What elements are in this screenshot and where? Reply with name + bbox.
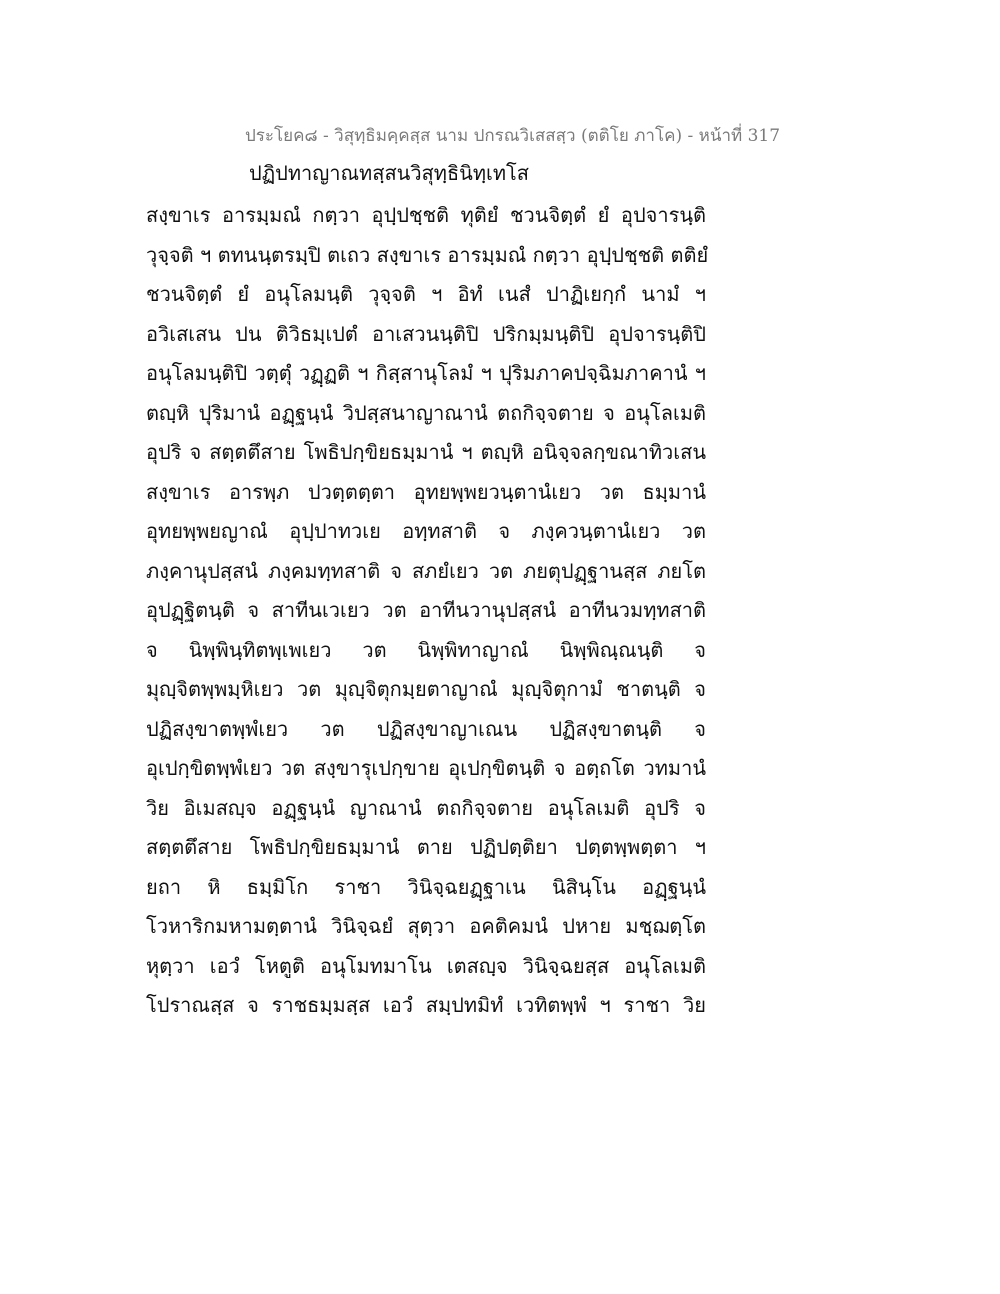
text-line: วิย อิเมสญฺจ อฏฺฐนฺนํ ญาณานํ ตถกิจฺจตาย อนุโลเมติ อุปริ จ xyxy=(146,795,706,820)
text-line: โวหาริกมหามตฺตานํ วินิจฺฉยํ สุตฺวา อคติคมนํ ปหาย มชฺฌตฺโต xyxy=(146,914,706,938)
text-line: มุญฺจิตพฺพมฺหิเยว วต มุญฺจิตุกมฺยตาญาณํ มุญฺจิตุกามํ ชาตนฺติ จ xyxy=(146,677,706,701)
text-line: อุปฏฺฐิตนฺติ จ สาทีนเวเยว วต อาทีนวานุปสฺสนํ อาทีนวมทฺทสาติ xyxy=(146,598,706,622)
text-line: สตฺตตึสาย โพธิปกฺขิยธมฺมานํ ตาย ปฏิปตฺติยา ปตฺตพฺพตฺตา ฯ xyxy=(146,835,706,859)
text-line: ชวนจิตฺตํ ยํ อนุโลมนฺติ วุจฺจติ ฯ อิทํ เนสํ ปาฏิเยกฺกํ นามํ ฯ xyxy=(146,282,706,306)
text-line: จ นิพฺพินฺทิตพฺเพเยว วต นิพฺพิทาญาณํ นิพฺพิณฺณนฺติ จ xyxy=(146,637,706,662)
body-text xyxy=(146,196,709,1026)
text-line: วุจฺจติ ฯ ตทนนฺตรมฺปิ ตเถว สงฺขาเร อารมฺมณํ กตฺวา อุปฺปชฺชติ ตติยํ xyxy=(146,242,709,267)
running-header: ประโยค๘ - วิสุทฺธิมคฺคสฺส นาม ปกรณวิเสสสฺว (ตติโย ภาโค) - หน้าที่ 317 xyxy=(245,126,781,146)
text-line: โปราณสฺส จ ราชธมฺมสฺส เอวํ สมฺปทมิทํ เวทิตพฺพํ ฯ ราชา วิย xyxy=(146,993,706,1017)
text-line: อุทยพฺพยญาณํ อุปฺปาทวเย อทฺทสาติ จ ภงฺควนฺตานํเยว วต xyxy=(146,519,706,543)
text-line: อุปริ จ สตฺตตึสาย โพธิปกฺขิยธมฺมานํ ฯ ตญฺหิ อนิจฺจลกฺขณาทิวเสน xyxy=(146,440,706,464)
text-line: สงฺขาเร อารพฺภ ปวตฺตตฺตา อุทยพฺพยวนฺตานํเยว วต ธมฺมานํ xyxy=(146,479,706,504)
text-line: ตญฺหิ ปุริมานํ อฏฺฐนฺนํ วิปสฺสนาญาณานํ ตถกิจฺจตาย จ อนุโลเมติ xyxy=(146,400,706,425)
text-line: หุตฺวา เอวํ โหตูติ อนุโมทมาโน เตสญฺจ วินิจฺฉยสฺส อนุโลเมติ xyxy=(146,953,706,978)
section-title: ปฏิปทาญาณทสฺสนวิสุทฺธินิทฺเทโส xyxy=(249,161,529,185)
text-line: สงฺขาเร อารมฺมณํ กตฺวา อุปฺปชฺชติ ทุติยํ ชวนจิตฺตํ ยํ อุปจารนฺติ xyxy=(146,203,706,227)
text-line: อนุโลมนฺติปิ วตฺตุํ วฏฺฏติ ฯ กิสฺสานุโลมํ ฯ ปุริมภาคปจฺฉิมภาคานํ ฯ xyxy=(146,361,706,385)
text-line: ยถา หิ ธมฺมิโก ราชา วินิจฺฉยฏฺฐาเน นิสินฺโน อฏฺฐนฺนํ xyxy=(146,874,706,899)
text-line: ภงฺคานุปสฺสนํ ภงฺคมทฺทสาติ จ สภยํเยว วต ภยตุปฏฺฐานสฺส ภยโต xyxy=(146,558,706,583)
text-line: ปฏิสงฺขาตพฺพํเยว วต ปฏิสงฺขาญาเณน ปฏิสงฺขาตนฺติ จ xyxy=(146,716,706,741)
text-line: อวิเสเสน ปน ติวิธมฺเปตํ อาเสวนนฺติปิ ปริกมฺมนฺติปิ อุปจารนฺติปิ xyxy=(146,321,706,346)
text-line: อุเปกฺขิตพฺพํเยว วต สงฺขารุเปกฺขาย อุเปกฺขิตนฺติ จ อตฺถโต วทมานํ xyxy=(146,756,706,780)
